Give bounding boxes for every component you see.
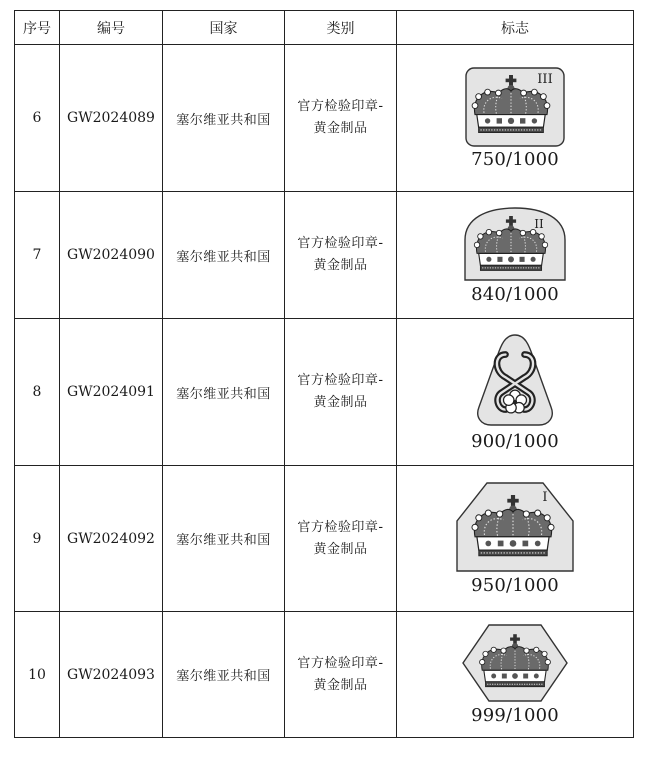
row-type <box>285 192 397 319</box>
row-country: 塞尔维亚共和国 <box>163 612 285 738</box>
header-country: 国家 <box>163 11 285 45</box>
table-row <box>15 612 634 738</box>
row-code: GW2024091 <box>60 319 163 466</box>
type-line-1: 官方检验印章- <box>297 655 384 671</box>
row-mark <box>397 466 634 612</box>
type-line-2: 黄金制品 <box>313 677 368 693</box>
fineness-label: 840/1000 <box>471 283 559 305</box>
header-no: 序号 <box>15 11 60 45</box>
roman-numeral: II <box>534 216 544 231</box>
row-code: GW2024089 <box>60 45 163 192</box>
hallmark-stamp <box>475 333 555 429</box>
hallmark-stamp <box>465 67 565 147</box>
type-line-1: 官方检验印章- <box>297 99 384 114</box>
type-line-2: 黄金制品 <box>313 258 368 273</box>
fineness-label: 950/1000 <box>471 575 559 596</box>
row-mark <box>397 612 634 738</box>
hallmark-stamp <box>455 481 575 573</box>
table-row <box>15 466 634 612</box>
row-mark <box>397 192 634 319</box>
table-row <box>15 45 634 192</box>
type-line-1: 官方检验印章- <box>297 519 384 535</box>
row-number: 7 <box>15 192 60 319</box>
header-type: 类别 <box>285 11 397 45</box>
row-number: 9 <box>15 466 60 612</box>
row-type <box>285 319 397 466</box>
hallmark-stamp <box>463 206 567 282</box>
row-type <box>285 612 397 738</box>
header-mark: 标志 <box>397 11 634 45</box>
header-row <box>15 11 634 45</box>
type-line-1: 官方检验印章- <box>297 373 384 388</box>
type-line-2: 黄金制品 <box>313 541 368 557</box>
hallmark-table <box>14 10 634 738</box>
row-country: 塞尔维亚共和国 <box>163 466 285 612</box>
row-code: GW2024093 <box>60 612 163 738</box>
row-number: 6 <box>15 45 60 192</box>
type-line-2: 黄金制品 <box>313 121 368 136</box>
row-mark <box>397 319 634 466</box>
fineness-label: 900/1000 <box>471 430 559 452</box>
row-number: 8 <box>15 319 60 466</box>
row-country: 塞尔维亚共和国 <box>163 319 285 466</box>
row-mark <box>397 45 634 192</box>
row-code: GW2024092 <box>60 466 163 612</box>
row-country: 塞尔维亚共和国 <box>163 45 285 192</box>
row-number: 10 <box>15 612 60 738</box>
type-line-2: 黄金制品 <box>313 395 368 410</box>
row-country: 塞尔维亚共和国 <box>163 192 285 319</box>
table-row <box>15 192 634 319</box>
type-line-1: 官方检验印章- <box>297 236 384 251</box>
roman-numeral: III <box>537 71 553 87</box>
fineness-label: 750/1000 <box>471 148 559 170</box>
roman-numeral: I <box>542 490 548 505</box>
header-code: 编号 <box>60 11 163 45</box>
row-type <box>285 466 397 612</box>
fineness-label: 999/1000 <box>471 705 559 726</box>
hallmark-stamp <box>461 623 569 703</box>
row-type <box>285 45 397 192</box>
table-row <box>15 319 634 466</box>
row-code: GW2024090 <box>60 192 163 319</box>
